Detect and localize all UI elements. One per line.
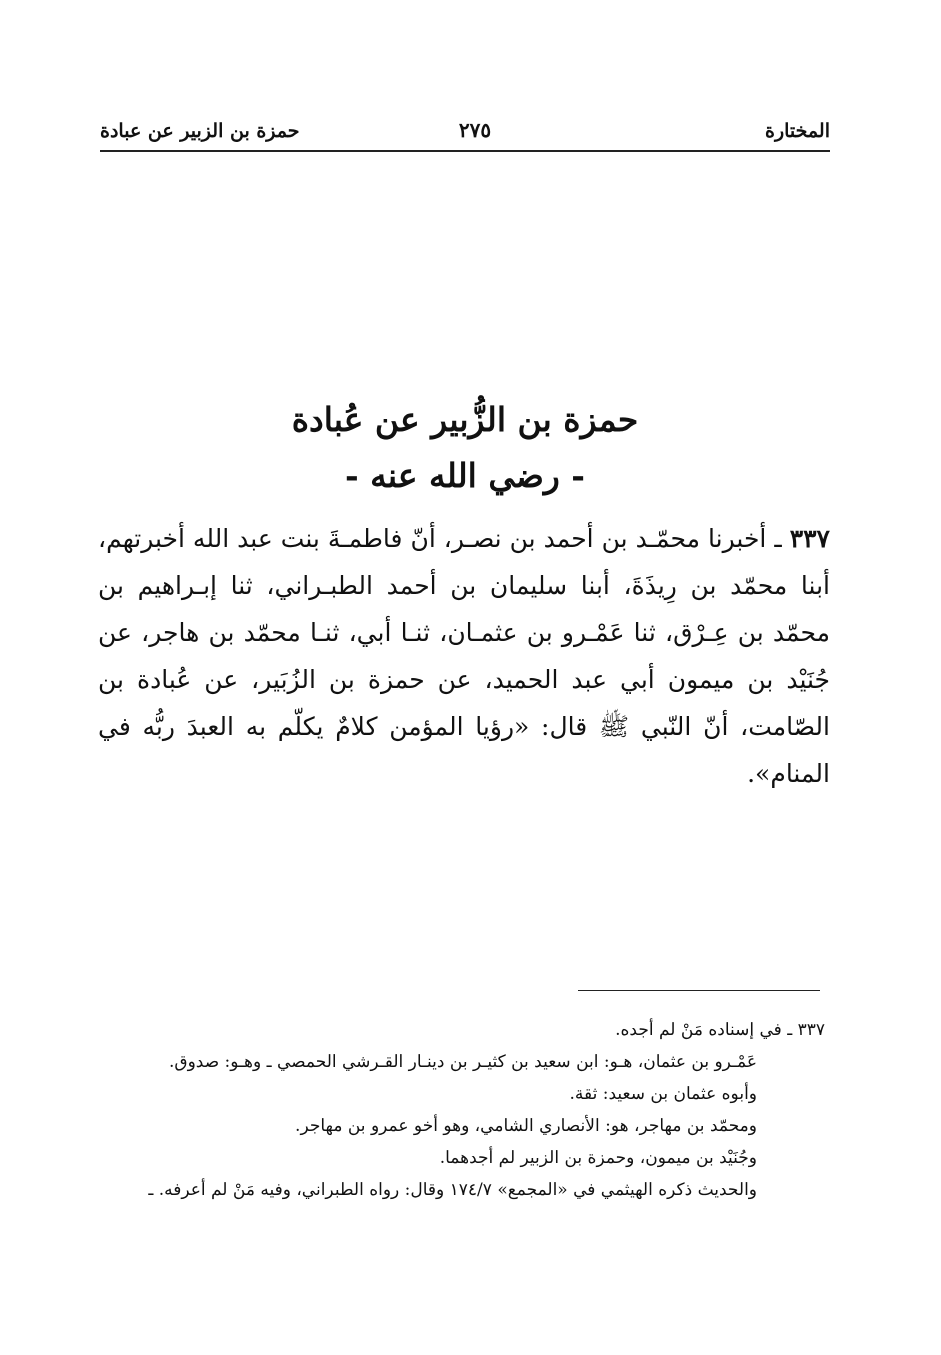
- hadith-number: ٣٣٧: [789, 524, 830, 553]
- book-title: المختارة: [765, 120, 830, 142]
- footnote-line: وأبوه عثمان بن سعيد: ثقة.: [569, 1084, 757, 1104]
- footnote-line: والحديث ذكره الهيثمي في «المجمع» ١٧٤/٧ وقال: رواه الطبراني، وفيه مَنْ لم أعرفه. ـ: [148, 1180, 757, 1200]
- hadith-paragraph: [98, 515, 830, 797]
- footnotes: [100, 1014, 825, 1206]
- section-title: حمزة بن الزبير عن عبادة: [100, 120, 300, 142]
- footnote-line: وجُنَيْد بن ميمون، وحمزة بن الزبير لم أجدهما.: [439, 1148, 757, 1168]
- footnote-line: عَمْـرو بن عثمان، هـو: ابن سعيد بن كثيـر بن دينـار القـرشي الحمصي ـ وهـو: صدوق.: [168, 1052, 757, 1072]
- header-rule: [100, 150, 830, 152]
- chapter-subtitle: - رضي الله عنه -: [345, 456, 585, 495]
- running-header: [100, 112, 830, 148]
- chapter-heading: [150, 392, 780, 504]
- hadith-text: ـ أخبرنا محمّـد بن أحمد بن نصـر، أنّ فاطمـةَ بنت عبد الله أخبرتهم، أبنا محمّد بن رِيذَةَ، أبنا سليمان بن أحمد الطبـراني، ثنا إبـراهيم بن محمّد بن عِـرْق، ثنا عَمْـرو بن عثمـان، ثنـا أبي، ثنـا محمّد بن هاجر، عن جُنَيْد بن ميمون أبي عبد الحميد، عن حمزة بن الزُبَير، عن عُبادة بن الصّامت، أنّ النّبي ﷺ قال: «رؤيا المؤمن كلامٌ يكلّم به العبدَ ربُّه في المنام».: [98, 524, 830, 788]
- footnote-line: ومحمّد بن مهاجر، هو: الأنصاري الشامي، وهو أخو عمرو بن مهاجر.: [295, 1116, 757, 1136]
- footnote-rule: [578, 990, 820, 991]
- chapter-title: حمزة بن الزُّبير عن عُبادة: [291, 400, 639, 439]
- page-number: ٢٧٥: [458, 118, 492, 142]
- footnote-intro: ٣٣٧ ـ في إسناده مَنْ لم أجده.: [615, 1020, 825, 1040]
